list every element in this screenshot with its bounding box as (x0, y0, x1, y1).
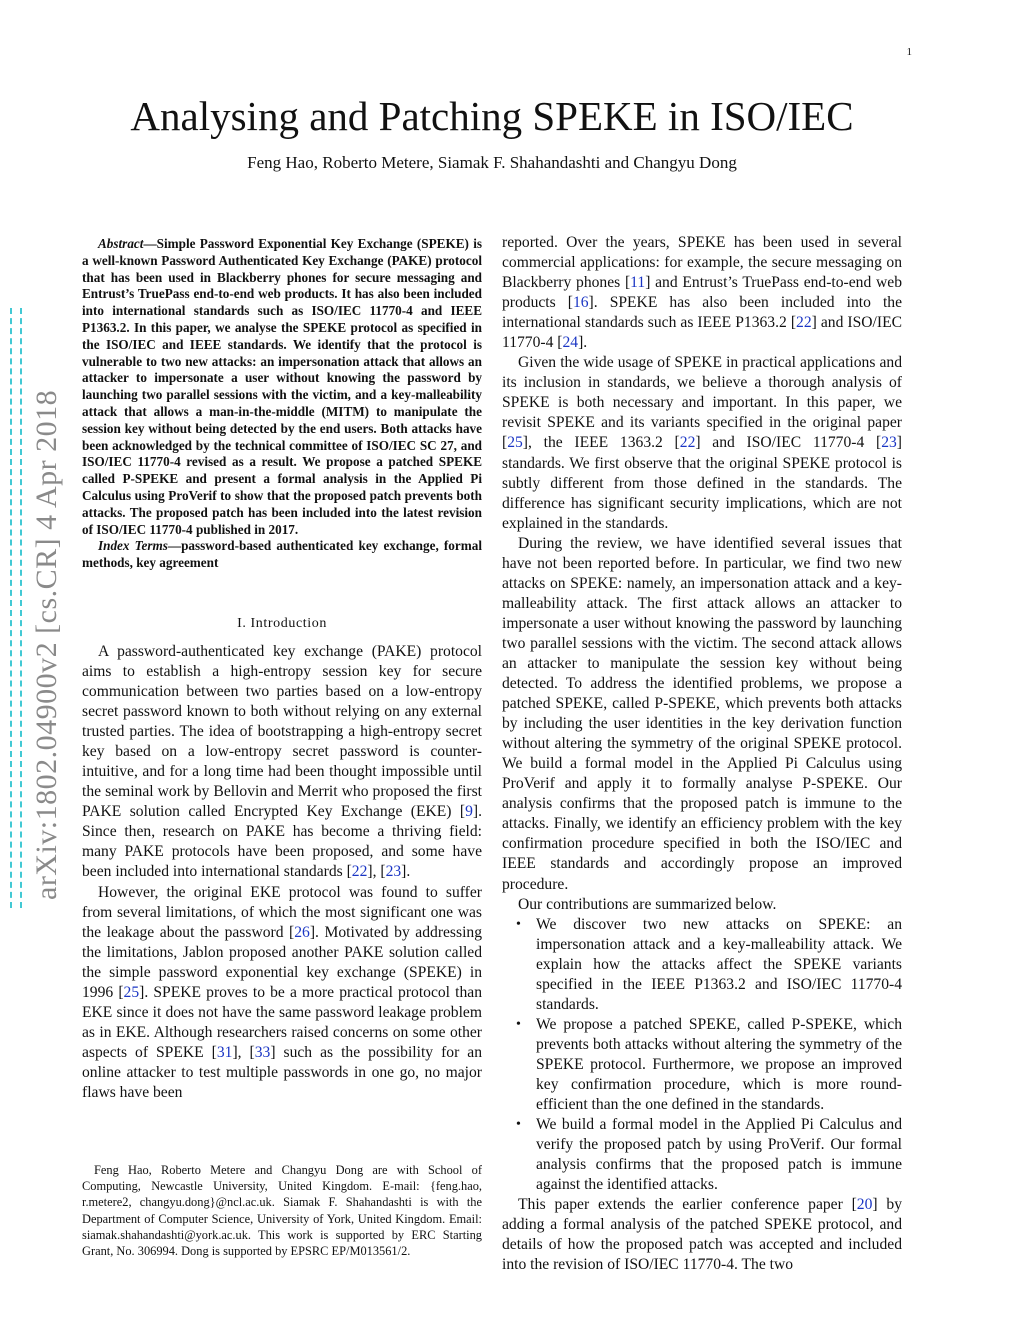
bullet-icon: • (516, 1016, 521, 1032)
citation-link[interactable]: 20 (856, 1196, 873, 1214)
paragraph-text: ]. Motivated by addressing the limitations, Jablon proposed another PAKE solution called the simple password exponential key exchange (SPEKE) in 1996 [ (82, 923, 482, 1001)
paragraph-text: This paper extends the earlier conference paper [ (518, 1196, 857, 1214)
page-number: 1 (906, 46, 912, 58)
paragraph-text: However, the original EKE protocol was found to suffer from several limitations, of which the most significant one was the leakage about the password [ (82, 883, 482, 941)
abstract-text: —Simple Password Exponential Key Exchange (SPEKE) is a well-known Password Authenticated Key Exchange (PAKE) protocol that has been used in Blackberry phones for secure messaging and Entrust’s TruePass end-to-end web products. It has also been included into international standards such as ISO/IEC 11770-4 and IEEE P1363.2. In this paper, we analyse the SPEKE protocol as specified in the ISO/IEC and IEEE standards. We identify that the protocol is vulnerable to two new attacks: an impersonation attack that allows an attacker to impersonate a user without knowing the password by launching two parallel sessions with the victim, and a key-malleability attack that allows a man-in-the-middle (MITM) to manipulate the session key without being detected by the end users. Both attacks have been acknowledged by the technical committee of ISO/IEC SC 27, and ISO/IEC 11770-4 revised as a result. We propose a patched SPEKE called P-SPEKE and present a formal analysis in the Applied Pi Calculus using ProVerif to show that the proposed patch prevents both attacks. The proposed patch has been included into the latest revision of ISO/IEC 11770-4 published in 2017. (82, 236, 482, 537)
paper-authors: Feng Hao, Roberto Metere, Siamak F. Shahandashti and Changyu Dong (247, 153, 737, 172)
intro-paragraph (502, 233, 902, 353)
arxiv-identifier-stamp[interactable]: arXiv:1802.04900v2 [cs.CR] 4 Apr 2018 (30, 389, 63, 900)
citation-link[interactable]: 31 (216, 1043, 233, 1061)
citation-link[interactable]: 25 (507, 434, 523, 452)
index-terms-lead: Index Terms (98, 538, 168, 554)
intro-paragraph (502, 1195, 902, 1275)
list-item (502, 1015, 902, 1115)
citation-link[interactable]: 23 (385, 863, 402, 881)
paragraph-text: ] and ISO/IEC 11770-4 [ (502, 314, 902, 352)
paragraph-text: ] standards. We first observe that the original SPEKE protocol is subtly different from those defined in the standards. The difference has significant security implications, which are not explained in the standards. (502, 434, 902, 532)
paragraph-text: ]. (401, 863, 411, 881)
abstract-lead: Abstract (98, 236, 144, 251)
section-heading-introduction: I. Introduction (237, 615, 327, 631)
paragraph-text: Given the wide usage of SPEKE in practical applications and its inclusion in standards, we believe a thorough analysis of SPEKE is both necessary and important. In this paper, we revisit SPEKE and its variants specified in the original paper [ (502, 354, 902, 452)
citation-link[interactable]: 24 (562, 334, 579, 352)
citation-link[interactable]: 33 (254, 1043, 271, 1061)
citation-link[interactable]: 22 (679, 434, 696, 452)
paragraph-text: ]. (578, 334, 588, 352)
index-terms (82, 538, 482, 572)
paragraph-text: ]. Since then, research on PAKE has become a thriving field: many PAKE protocols have been proposed, and some have been included into international standards [ (82, 803, 482, 881)
list-item (502, 1115, 902, 1195)
paragraph-text: ] such as the possibility for an online attacker to test multiple passwords in one go, no major flaws have been (82, 1043, 482, 1101)
paragraph-text: ], [ (367, 863, 386, 881)
intro-paragraph: During the review, we have identified several issues that have not been reported before. In particular, we find two new attacks on SPEKE: namely, an impersonation attack and a key-malleability attack. The first attack allows an attacker to impersonate a user without knowing the password by launching two parallel sessions with the victim. The second attack allows an attacker to manipulate the session key without being detected. To address the identified problems, we propose a patched SPEKE, called P-SPEKE, which prevents both attacks by including the user identities in the key derivation function without altering the symmetry of the original SPEKE protocol. We build a formal model in the Applied Pi Calculus using ProVerif and apply it to formally analyse P-SPEKE. Our analysis confirms that the proposed patch is immune to the attacks. Finally, we identify an efficiency problem with the key confirmation procedure specified in both the ISO/IEC and IEEE standards and accordingly propose an improved procedure. (502, 534, 902, 893)
citation-link[interactable]: 11 (630, 274, 646, 292)
paragraph-text: ] and Entrust’s TruePass end-to-end web products [ (502, 274, 902, 312)
intro-paragraph (82, 642, 482, 883)
citation-link[interactable]: 22 (796, 314, 812, 332)
list-item-text: We discover two new attacks on SPEKE: an impersonation attack and a key-malleability attack. We explain how the attacks affect the SPEKE variants specified in the IEEE P1363.2 and ISO/IEC 11770-4 standards. (536, 915, 902, 1013)
paper-title: Analysing and Patching SPEKE in ISO/IEC (130, 93, 854, 139)
left-column (82, 236, 482, 1103)
bullet-icon: • (516, 916, 521, 932)
intro-paragraph (502, 353, 902, 533)
citation-link[interactable]: 23 (881, 434, 897, 452)
list-item-text: We propose a patched SPEKE, called P-SPEKE, which prevents both attacks without altering the symmetry of the SPEKE protocol. Furthermore, we propose an improved key confirmation procedure, which is more round-efficient than the one defined in the standards. (536, 1015, 902, 1114)
citation-link[interactable]: 16 (572, 294, 589, 312)
citation-link[interactable]: 25 (123, 983, 140, 1001)
citation-link[interactable]: 26 (294, 923, 310, 941)
list-item (502, 915, 902, 1015)
paragraph-text: A password-authenticated key exchange (PAKE) protocol aims to establish a high-entropy session key for secure communication between two parties based on a low-entropy secret password known to both without relying on any external trusted parties. The idea of bootstrapping a high-entropy secret key based on a low-entropy secret password is counter-intuitive, and for a long time had been thought impossible until the seminal work by Bellovin and Merrit who proposed the first PAKE solution called Encrypted Key Exchange (EKE) [ (82, 642, 482, 821)
arxiv-stamp-border (10, 308, 22, 908)
intro-paragraph (82, 883, 482, 1104)
citation-link[interactable]: 22 (351, 863, 368, 881)
author-footnote: Feng Hao, Roberto Metere and Changyu Dong are with School of Computing, Newcastle University, United Kingdom. E-mail: {feng.hao, r.metere2, changyu.dong}@ncl.ac.uk. Siamak F. Shahandashti is with the Department of Computer Science, University of York, United Kingdom. Email: siamak.shahandashti@york.ac.uk. This work is supported by ERC Starting Grant, No. 306994. Dong is supported by EPSRC EP/M013561/2. (82, 1163, 482, 1259)
paragraph-text: ] by adding a formal analysis of the patched SPEKE protocol, and details of how the proposed patch was accepted and included into the revision of ISO/IEC 11770-4. The two (502, 1196, 902, 1274)
intro-paragraph: Our contributions are summarized below. (518, 895, 777, 913)
paragraph-text: ]. SPEKE proves to be a more practical protocol than EKE since it does not have the same password leakage problem as in EKE. Although researchers raised concerns on some other aspects of SPEKE [ (82, 983, 483, 1061)
contributions-list (502, 915, 902, 1196)
paragraph-text: reported. Over the years, SPEKE has been used in several commercial applications: for example, the secure messaging on Blackberry phones [ (502, 234, 902, 292)
paragraph-text: ], [ (232, 1043, 255, 1061)
abstract (82, 236, 482, 538)
paragraph-text: ], the IEEE 1363.2 [ (522, 434, 680, 452)
index-terms-text: —password-based authenticated key exchange, formal methods, key agreement (82, 538, 482, 571)
list-item-text: We build a formal model in the Applied Pi Calculus and verify the proposed patch by using ProVerif. Our formal analysis confirms that the proposed patch is immune against the identified attacks. (536, 1116, 902, 1194)
paragraph-text: ] and ISO/IEC 11770-4 [ (695, 434, 882, 452)
bullet-icon: • (516, 1117, 521, 1133)
right-column (502, 233, 902, 1275)
paragraph-text: ]. SPEKE has also been included into the international standards such as IEEE P1363.2 [ (502, 294, 902, 332)
citation-link[interactable]: 9 (465, 803, 473, 821)
